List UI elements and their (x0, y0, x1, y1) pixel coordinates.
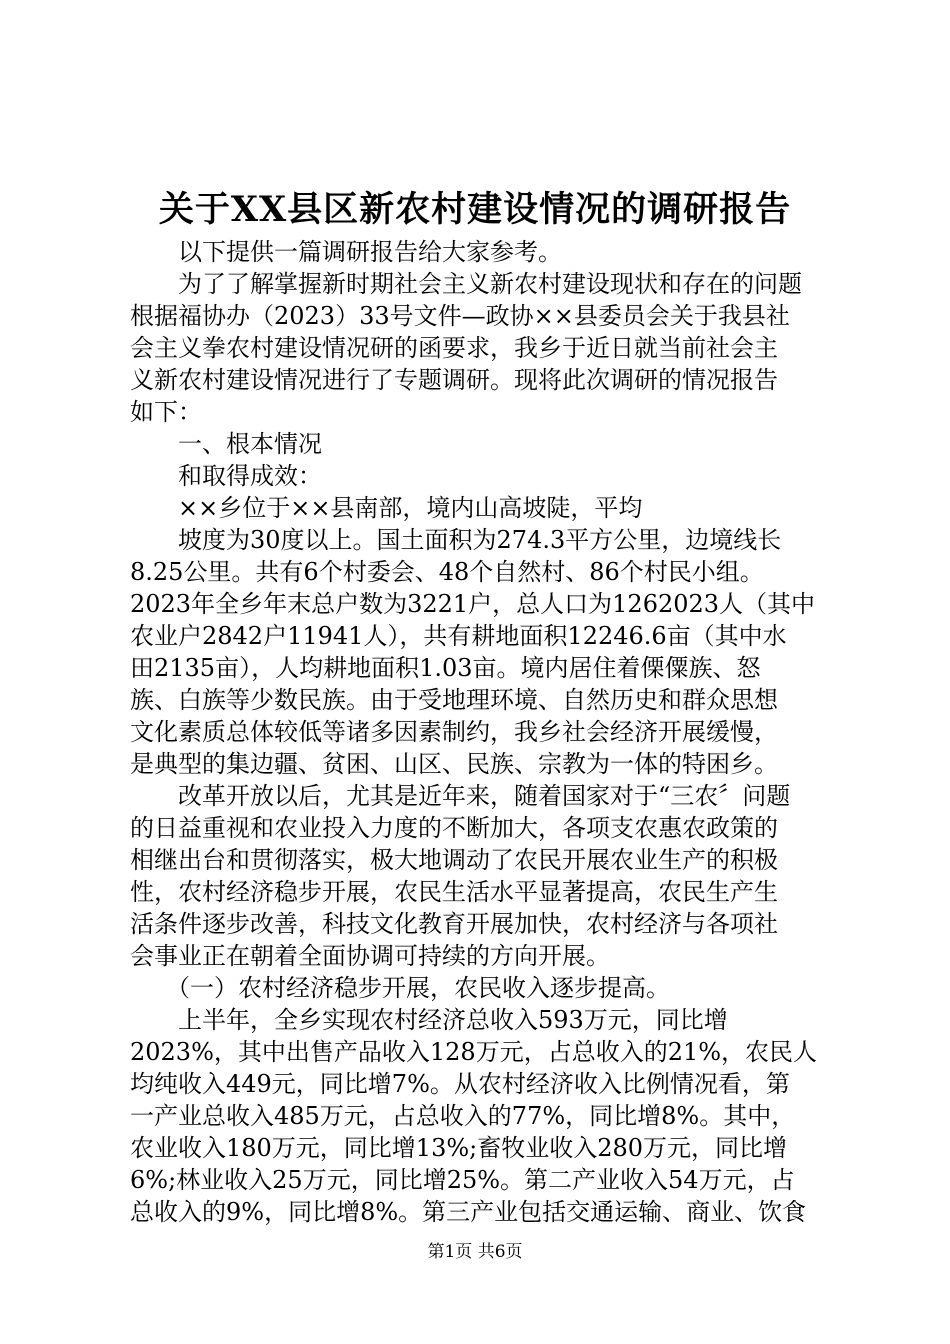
body-line: 根据福协办（2023）33号文件—政协××县委员会关于我县社 (130, 302, 790, 330)
body-line: 均纯收入449元，同比增7%。从农村经济收入比例情况看，第 (130, 1070, 790, 1098)
body-line: 2023年全乡年末总户数为3221户，总人口为1262023人（其中 (130, 590, 816, 618)
body-line: 8.25公里。共有6个村委会、48个自然村、86个村民小组。 (130, 558, 764, 586)
body-line: 为了了解掌握新时期社会主义新农村建设现状和存在的问题 (130, 270, 802, 298)
body-line: ××乡位于××县南部，境内山高坡陡，平均 (130, 494, 643, 522)
body-line: 上半年，全乡实现农村经济总收入593万元，同比增 (130, 1006, 728, 1034)
body-line: 文化素质总体较低等诸多因素制约，我乡社会经济开展缓慢， (130, 718, 778, 746)
body-line: 农业户2842户11941人），共有耕地面积12246.6亩（其中水 (130, 622, 787, 650)
subsection-heading: （一）农村经济稳步开展，农民收入逐步提高。 (130, 974, 670, 1002)
body-line: 义新农村建设情况进行了专题调研。现将此次调研的情况报告 (130, 366, 778, 394)
document-title: 关于XX县区新农村建设情况的调研报告 (158, 189, 792, 230)
body-line: 是典型的集边疆、贫困、山区、民族、宗教为一体的特困乡。 (130, 750, 778, 778)
body-line: 活条件逐步改善，科技文化教育开展加快，农村经济与各项社 (130, 910, 778, 938)
body-line: 田2135亩），人均耕地面积1.03亩。境内居住着傈僳族、怒 (130, 654, 761, 682)
body-line: 会事业正在朝着全面协调可持续的方向开展。 (130, 942, 610, 970)
body-line: 一产业总收入485万元，占总收入的77%，同比增8%。其中， (130, 1102, 796, 1130)
body-line: 农业收入180万元，同比增13%;畜牧业收入280万元，同比增 (130, 1134, 788, 1162)
body-line: 性，农村经济稳步开展，农民生活水平显著提高，农民生产生 (130, 878, 778, 906)
body-line: 以下提供一篇调研报告给大家参考。 (130, 238, 562, 266)
body-line: 总收入的9%，同比增8%。第三产业包括交通运输、商业、饮食 (130, 1198, 807, 1226)
body-line: 如下： (130, 398, 202, 426)
body-line: 相继出台和贯彻落实，极大地调动了农民开展农业生产的积极 (130, 846, 778, 874)
page-number: 第1页 共6页 (427, 1242, 523, 1262)
body-line: 坡度为30度以上。国土面积为274.3平方公里，边境线长 (130, 526, 782, 554)
body-line: 2023%，其中出售产品收入128万元，占总收入的21%，农民人 (130, 1038, 818, 1066)
section-heading: 一、根本情况 (130, 430, 322, 458)
body-line: 的日益重视和农业投入力度的不断加大，各项支农惠农政策的 (130, 814, 778, 842)
body-line: 6%;林业收入25万元，同比增25%。第二产业收入54万元，占 (130, 1166, 795, 1194)
body-line: 改革开放以后，尤其是近年来，随着国家对于“三农〞问题 (130, 782, 791, 810)
body-line: 族、白族等少数民族。由于受地理环境、自然历史和群众思想 (130, 686, 778, 714)
body-line: 和取得成效： (130, 462, 322, 490)
body-line: 会主义拳农村建设情况研的函要求，我乡于近日就当前社会主 (130, 334, 778, 362)
